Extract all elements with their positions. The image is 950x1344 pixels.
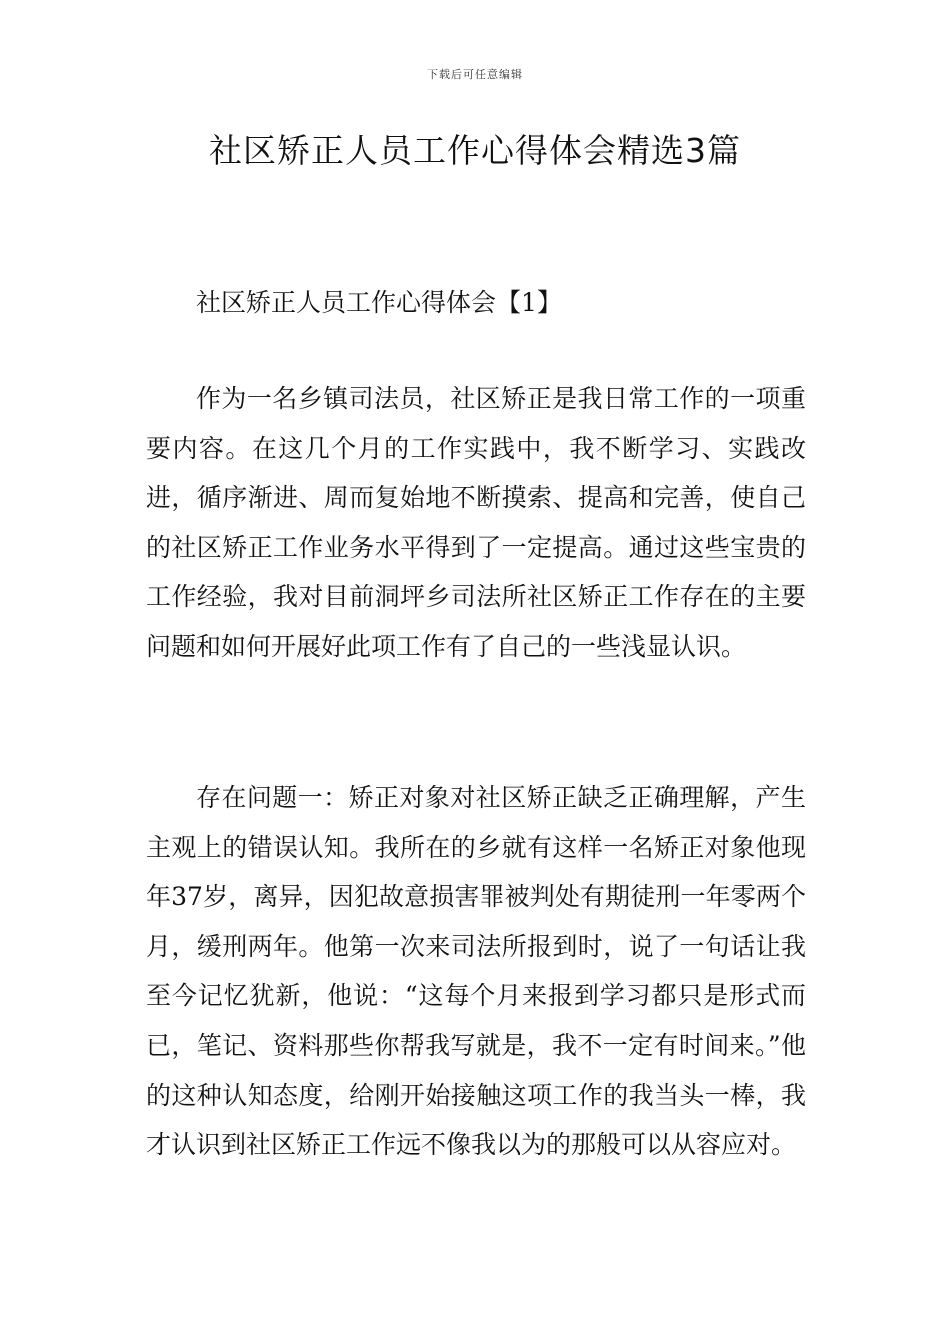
header-note: 下载后可任意编辑 xyxy=(427,68,523,81)
paragraph-intro: 作为一名乡镇司法员，社区矫正是我日常工作的一项重要内容。在这几个月的工作实践中，我不断学习、实践改进，循序渐进、周而复始地不断摸索、提高和完善，使自己的社区矫正工作业务水平得到了一定提高。通过这些宝贵的工作经验，我对目前洞坪乡司法所社区矫正工作存在的主要问题和如何开展好此项工作有了自己的一些浅显认识。 xyxy=(146,384,806,661)
section-heading: 社区矫正人员工作心得体会【1】 xyxy=(196,288,562,317)
paragraph-problem-one: 存在问题一：矫正对象对社区矫正缺乏正确理解，产生主观上的错误认知。我所在的乡就有这样一名矫正对象他现年37岁，离异，因犯故意损害罪被判处有期徒刑一年零两个月，缓刑两年。他第一次来司法所报到时，说了一句话让我至今记忆犹新，他说：“这每个月来报到学习都只是形式而已，笔记、资料那些你帮我写就是，我不一定有时间来。”他的这种认知态度，给刚开始接触这项工作的我当头一棒，我才认识到社区矫正工作远不像我以为的那般可以从容应对。 xyxy=(146,783,806,1160)
document-title: 社区矫正人员工作心得体会精选3篇 xyxy=(209,131,741,170)
